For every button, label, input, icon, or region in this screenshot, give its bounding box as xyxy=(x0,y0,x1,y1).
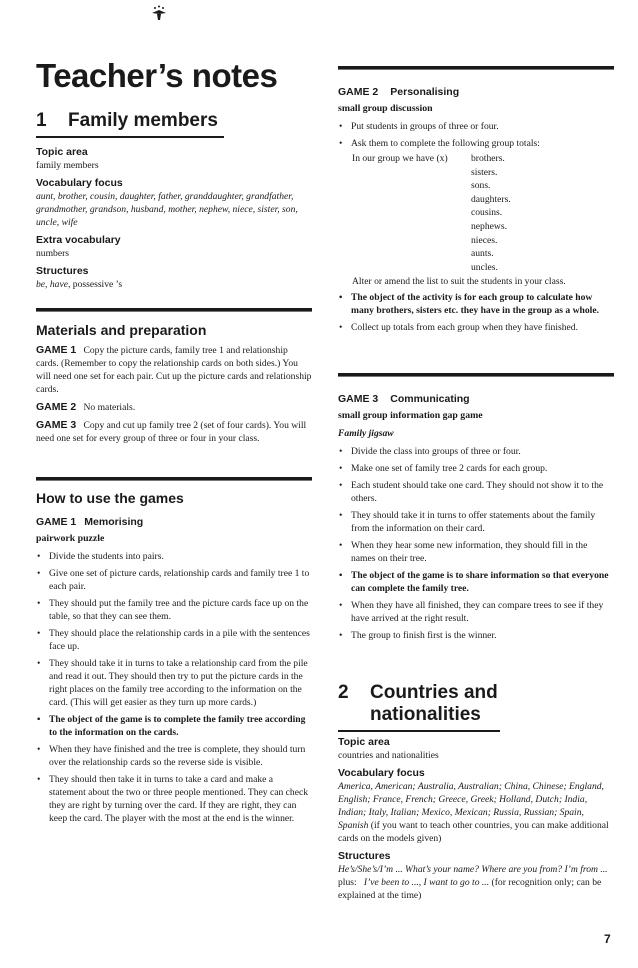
section-2-heading xyxy=(338,682,614,732)
game-3-heading: GAME 3 Communicating xyxy=(338,393,470,405)
materials-title: Materials and preparation xyxy=(36,322,207,338)
materials-game-3: GAME 3 Copy and cut up family tree 2 (set of four cards). You will need one set for every group of three or four in your class. xyxy=(36,419,307,444)
page-number: 7 xyxy=(604,932,611,946)
materials-game-2: GAME 2 No materials. xyxy=(36,401,136,413)
list-item: • Put students in groups of three or four. xyxy=(338,120,614,133)
group-total-item: sons. xyxy=(471,180,491,192)
s2-topic-area-heading: Topic area xyxy=(338,736,390,748)
group-total-item: aunts. xyxy=(471,248,494,260)
game-2-alter-note: Alter or amend the list to suit the students in your class. xyxy=(352,276,566,287)
extra-vocabulary-text: numbers xyxy=(36,248,70,259)
publisher-logo-icon xyxy=(148,4,170,22)
structures-heading: Structures xyxy=(36,265,89,277)
game-3-section xyxy=(338,389,614,646)
page-title: Teacher’s notes xyxy=(36,57,278,94)
topic-area-heading: Topic area xyxy=(36,146,88,158)
s2-vocabulary-focus-heading: Vocabulary focus xyxy=(338,767,425,779)
s2-topic-area-text: countries and nationalities xyxy=(338,750,439,761)
list-item: • When they hear some new information, they should fill in the names on their tree. xyxy=(338,539,614,565)
list-item: • Collect up totals from each group when they have finished. xyxy=(338,321,614,334)
group-totals-list xyxy=(471,152,511,274)
list-item: • They should put the family tree and the picture cards face up on the table, so that they can see them. xyxy=(36,597,312,623)
list-item: • The object of the game is to share information so that everyone can complete the family tree. xyxy=(338,569,614,595)
group-totals-lead: In our group we have (x) xyxy=(352,153,448,164)
group-total-item: nephews. xyxy=(471,220,507,232)
list-item: • They should then take it in turns to take a card and make a statement about the two or three people mentioned. They can check they are right by turning over the card. If they are right, they can keep the card. The player with the most at the end is the winner. xyxy=(36,773,312,825)
group-total-item: sisters. xyxy=(471,166,498,178)
howto-game-1-heading: GAME 1 Memorising xyxy=(36,516,144,528)
howto-title: How to use the games xyxy=(36,490,184,506)
game-3-steps xyxy=(338,445,614,642)
list-item: • Ask them to complete the following group totals: xyxy=(338,137,614,150)
game-3-subtitle: small group information gap game xyxy=(338,410,483,421)
list-item: • They should take it in turns to take a relationship card from the pile and read it out. They should then try to put the picture cards in the right places on the family tree according to the information on the card. (This will get easier as they turn up more cards.) xyxy=(36,657,312,709)
game-3-top-rule xyxy=(338,373,614,377)
extra-vocabulary-heading: Extra vocabulary xyxy=(36,234,121,246)
section-1-rule xyxy=(36,136,224,138)
game-2-top-rule xyxy=(338,66,614,70)
game-2-steps-b xyxy=(338,291,614,334)
list-item: • When they have finished and the tree is complete, they should turn over the relationship cards so the reverse side is visible. xyxy=(36,743,312,769)
section-2-title-line-2: nationalities xyxy=(370,704,481,725)
section-1-number: 1 xyxy=(36,110,47,131)
list-item: • Make one set of family tree 2 cards for each group. xyxy=(338,462,614,475)
list-item: • Divide the class into groups of three or four. xyxy=(338,445,614,458)
list-item: • The object of the activity is for each group to calculate how many brothers, sisters etc. they have in the group as a whole. xyxy=(338,291,614,317)
s2-structures-heading: Structures xyxy=(338,850,391,862)
group-total-item: uncles. xyxy=(471,261,498,273)
materials-top-rule xyxy=(36,308,312,312)
list-item: • Each student should take one card. They should not show it to the others. xyxy=(338,479,614,505)
section-1-title: Family members xyxy=(68,110,218,131)
vocabulary-focus-heading: Vocabulary focus xyxy=(36,177,123,189)
list-item: • When they have all finished, they can compare trees to see if they have arrived at the right result. xyxy=(338,599,614,625)
game-2-subtitle: small group discussion xyxy=(338,103,433,114)
game-3-activity-title: Family jigsaw xyxy=(338,428,394,439)
howto-top-rule xyxy=(36,477,312,481)
materials-section xyxy=(36,322,312,445)
game-2-section xyxy=(338,82,614,154)
game-2-steps-b-wrap xyxy=(338,291,614,338)
game-2-steps-a xyxy=(338,120,614,150)
list-item: • The group to finish first is the winner. xyxy=(338,629,614,642)
howto-game-1-steps xyxy=(36,550,312,825)
list-item: • The object of the game is to complete the family tree according to the information on the cards. xyxy=(36,713,312,739)
section-2-number: 2 xyxy=(338,682,349,703)
group-total-item: brothers. xyxy=(471,153,505,164)
topic-area-text: family members xyxy=(36,160,99,171)
section-2-info xyxy=(338,736,614,902)
group-total-item: cousins. xyxy=(471,207,503,219)
s2-structures-plus: plus: I’ve been to ..., I want to go to ... (for recognition only; can be explained at the time) xyxy=(338,877,602,901)
section-1-heading xyxy=(36,110,226,138)
list-item: • They should place the relationship cards in a pile with the sentences face up. xyxy=(36,627,312,653)
section-1-info xyxy=(36,146,312,291)
group-total-item: daughters. xyxy=(471,193,511,205)
game-2-heading: GAME 2 Personalising xyxy=(338,86,460,98)
list-item: • They should take it in turns to offer statements about the family from the information on their card. xyxy=(338,509,614,535)
howto-section xyxy=(36,490,312,829)
list-item: • Give one set of picture cards, relationship cards and family tree 1 to each pair. xyxy=(36,567,312,593)
list-item: • Divide the students into pairs. xyxy=(36,550,312,563)
group-total-item: nieces. xyxy=(471,234,498,246)
structures-text: be, have, possessive ’s xyxy=(36,279,123,290)
howto-game-1-subtitle: pairwork puzzle xyxy=(36,533,105,544)
vocabulary-focus-text: aunt, brother, cousin, daughter, father, granddaughter, grandfather, grandmother, grandson, husband, mother, nephew, niece, sister, son, uncle, wife xyxy=(36,191,298,228)
section-2-rule xyxy=(338,730,500,732)
s2-structures-text: He’s/She’s/I’m ... What’s your name? Where are you from? I’m from ... xyxy=(338,864,608,875)
materials-game-1: GAME 1 Copy the picture cards, family tree 1 and relationship cards. (Remember to copy the relationship cards on both sides.) You will need one set for each pair. Cut up the picture cards and relationship cards. xyxy=(36,344,312,395)
section-2-title-line-1: Countries and xyxy=(370,682,498,703)
s2-vocabulary-focus-text: America, American; Australia, Australian; China, Chinese; England, English; France, French; Greece, Greek; Holland, Dutch; India, Indian; Italy, Italian; Mexico, Mexican; Russia, Russian; Spain, Spanish (if you want to teach other countries, you can make additional cards on the models given) xyxy=(338,781,609,844)
